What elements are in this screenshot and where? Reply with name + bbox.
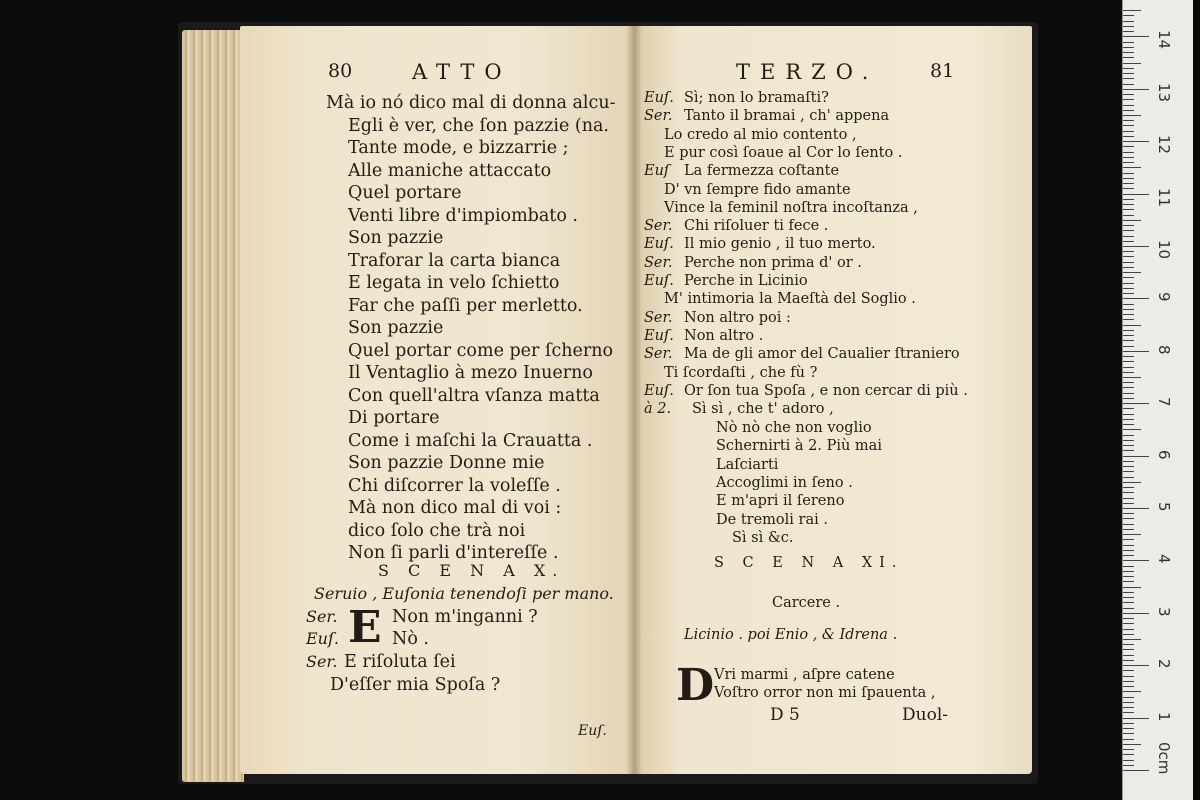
ruler-tick: [1123, 298, 1149, 299]
ruler-tick: [1123, 288, 1134, 289]
dialogue-line: E riſoluta ſei: [344, 652, 456, 672]
ruler-tick: [1123, 686, 1134, 687]
verse-line: Voſtro orror non mi ſpauenta ,: [714, 685, 936, 701]
ruler-tick: [1123, 42, 1134, 43]
ruler-tick: [1123, 293, 1134, 294]
ruler-tick: [1123, 456, 1149, 457]
dialogue-line: Chi riſoluer ti fece .: [684, 218, 829, 235]
ruler-tick: [1123, 613, 1149, 614]
verse-line: Il Ventaglio à mezo Inuerno: [348, 363, 593, 383]
right-running-head: TERZO.: [736, 60, 879, 84]
book-gutter: [626, 26, 642, 774]
ruler-tick: [1123, 592, 1134, 593]
ruler-tick: [1123, 487, 1134, 488]
verse-line: Mà io nó dico mal di donna alcu-: [326, 93, 616, 113]
ruler-tick: [1123, 21, 1134, 22]
ruler-tick: [1123, 89, 1149, 90]
ruler-tick: [1123, 429, 1141, 430]
ruler-tick: [1123, 665, 1149, 666]
ruler-label: 14: [1155, 30, 1173, 50]
ruler-tick: [1123, 754, 1134, 755]
dialogue-line: Tanto il bramai , ch' appena: [684, 108, 890, 125]
ruler-tick: [1123, 277, 1134, 278]
verse-line: Far che paſſi per merletto.: [348, 295, 583, 316]
ruler-label: 6: [1155, 449, 1173, 460]
ruler-tick: [1123, 670, 1134, 671]
ruler-tick: [1123, 236, 1134, 237]
ruler-tick: [1123, 131, 1134, 132]
dialogue-speaker: Ser.: [644, 346, 673, 363]
scene-xi-title: S C E N A XI.: [714, 555, 904, 571]
ruler-tick: [1123, 518, 1134, 519]
ruler-tick: [1123, 225, 1134, 226]
ruler-tick: [1123, 524, 1134, 525]
dialogue-line: Ti ſcordaſti , che fù ?: [664, 364, 818, 381]
ruler-tick: [1123, 749, 1134, 750]
ruler-tick: [1123, 712, 1134, 713]
ruler-tick: [1123, 372, 1134, 373]
left-running-head: ATTO: [412, 60, 512, 84]
dialogue-line: Non altro poi :: [684, 309, 791, 326]
ruler-tick: [1123, 251, 1134, 252]
verse-line: Egli è ver, che ſon pazzie (na.: [348, 115, 609, 136]
ruler-tick: [1123, 110, 1134, 111]
ruler-tick: [1123, 723, 1134, 724]
ruler-tick: [1123, 272, 1141, 273]
dialogue-speaker: Euſ.: [644, 90, 674, 106]
ruler-tick: [1123, 550, 1134, 551]
ruler-tick: [1123, 52, 1134, 53]
verse-line: dico ſolo che trà noi: [348, 520, 526, 541]
ruler-tick: [1123, 571, 1134, 572]
ruler-tick: [1123, 702, 1134, 703]
verse-line: Quel portare: [348, 183, 462, 203]
dialogue-line: M' intimoria la Maeſtà del Soglio .: [664, 291, 916, 308]
verse-line: Come i maſchi la Crauatta .: [348, 430, 593, 451]
ruler-label: 0cm: [1155, 742, 1173, 775]
dialogue-speaker: Euſ.: [644, 273, 674, 289]
ruler-tick: [1123, 445, 1134, 446]
dialogue-line: Sì sì , che t' adoro ,: [692, 401, 834, 418]
ruler-label: 7: [1155, 397, 1173, 407]
ruler-tick: [1123, 330, 1134, 331]
ruler-tick: [1123, 681, 1134, 682]
verse-line: Traforar la carta bianca: [348, 250, 561, 271]
ruler-tick: [1123, 314, 1134, 315]
ruler-tick: [1123, 728, 1134, 729]
ruler-tick: [1123, 73, 1134, 74]
left-page: [240, 26, 634, 774]
verse-line: Tante mode, e bizzarrie ;: [348, 138, 569, 158]
drop-cap-d: D: [676, 660, 715, 711]
ruler-tick: [1123, 152, 1134, 153]
ruler-tick: [1123, 623, 1134, 624]
ruler-tick: [1123, 346, 1134, 347]
ruler-tick: [1123, 466, 1134, 467]
ruler-tick: [1123, 539, 1134, 540]
ruler-label: 1: [1155, 711, 1173, 722]
measurement-ruler: [1122, 0, 1193, 800]
ruler-tick: [1123, 188, 1134, 189]
dialogue-line: E pur così ſoaue al Cor lo ſento .: [664, 144, 903, 161]
ruler-label: 11: [1155, 187, 1173, 207]
ruler-tick: [1123, 367, 1134, 368]
duet-line: Accoglimi in ſeno .: [716, 474, 853, 491]
dialogue-line: Non altro .: [684, 327, 764, 344]
ruler-tick: [1123, 414, 1134, 415]
ruler-tick: [1123, 707, 1134, 708]
ruler-tick: [1123, 178, 1134, 179]
ruler-tick: [1123, 644, 1134, 645]
ruler-tick: [1123, 157, 1134, 158]
ruler-label: 13: [1155, 82, 1173, 102]
ruler-tick: [1123, 435, 1134, 436]
ruler-tick: [1123, 398, 1134, 399]
ruler-tick: [1123, 744, 1141, 745]
ruler-tick: [1123, 199, 1134, 200]
ruler-tick: [1123, 770, 1149, 771]
ruler-tick: [1123, 183, 1134, 184]
ruler-tick: [1123, 15, 1134, 16]
ruler-tick: [1123, 508, 1149, 509]
ruler-tick: [1123, 351, 1149, 352]
dialogue-speaker: à 2.: [644, 401, 672, 418]
ruler-tick: [1123, 125, 1134, 126]
ruler-label: 5: [1155, 502, 1173, 512]
ruler-tick: [1123, 47, 1134, 48]
ruler-tick: [1123, 68, 1134, 69]
dialogue-line: D'eſſer mia Spoſa ?: [330, 675, 501, 695]
duet-line: E m'apri il ſereno: [716, 493, 845, 510]
duet-line: Nò nò che non voglio: [716, 420, 872, 436]
ruler-tick: [1123, 492, 1134, 493]
ruler-tick: [1123, 146, 1134, 147]
scene-x-persons: Seruio , Euſonia tenendoſi per mano.: [314, 584, 614, 603]
ruler-tick: [1123, 230, 1134, 231]
ruler-tick: [1123, 503, 1134, 504]
verse-line: Son pazzie Donne mie: [348, 453, 545, 473]
ruler-tick: [1123, 739, 1134, 740]
ruler-tick: [1123, 733, 1134, 734]
ruler-tick: [1123, 105, 1134, 106]
ruler-tick: [1123, 382, 1134, 383]
signature-mark: D 5: [770, 705, 800, 725]
dialogue-speaker: Ser.: [306, 607, 338, 626]
ruler-tick: [1123, 335, 1134, 336]
dialogue-line: Or ſon tua Spoſa , e non cercar di più .: [684, 382, 968, 399]
ruler-tick: [1123, 393, 1134, 394]
dialogue-speaker: Euſ.: [644, 236, 674, 253]
ruler-tick: [1123, 220, 1141, 221]
dialogue-line: Ma de gli amor del Caualier ſtraniero: [684, 346, 960, 363]
ruler-label: 2: [1155, 659, 1173, 669]
duet-line: De tremoli rai .: [716, 511, 828, 528]
scene-x-title: S C E N A X.: [378, 561, 565, 580]
ruler-tick: [1123, 267, 1134, 268]
ruler-tick: [1123, 162, 1134, 163]
ruler-tick: [1123, 760, 1134, 761]
dialogue-speaker: Euſ: [644, 163, 670, 180]
ruler-tick: [1123, 649, 1134, 650]
dialogue-speaker: Ser.: [306, 652, 338, 671]
ruler-label: 9: [1155, 292, 1173, 302]
dialogue-line: Perche in Licinio: [684, 273, 808, 289]
ruler-tick: [1123, 120, 1134, 121]
ruler-tick: [1123, 450, 1134, 451]
ruler-tick: [1123, 634, 1134, 635]
ruler-tick: [1123, 618, 1134, 619]
ruler-tick: [1123, 424, 1134, 425]
ruler-tick: [1123, 534, 1141, 535]
ruler-tick: [1123, 209, 1134, 210]
right-page: [634, 26, 1032, 774]
ruler-tick: [1123, 173, 1134, 174]
verse-line: Non ſi parli d'intereſſe .: [348, 543, 559, 563]
ruler-tick: [1123, 377, 1141, 378]
duet-line: Schernirti à 2. Più mai: [716, 438, 882, 455]
ruler-tick: [1123, 340, 1134, 341]
verse-line: E legata in velo ſchietto: [348, 273, 560, 293]
ruler-tick: [1123, 204, 1134, 205]
dialogue-speaker: Euſ.: [306, 629, 339, 648]
ruler-tick: [1123, 215, 1134, 216]
ruler-tick: [1123, 26, 1134, 27]
ruler-tick: [1123, 629, 1134, 630]
ruler-tick: [1123, 482, 1141, 483]
dialogue-line: D' vn ſempre fido amante: [664, 181, 851, 198]
dialogue-line: Il mio genio , il tuo merto.: [684, 236, 876, 253]
ruler-tick: [1123, 471, 1134, 472]
ruler-tick: [1123, 246, 1149, 247]
ruler-label: 4: [1155, 554, 1173, 564]
dialogue-speaker: Ser.: [644, 218, 673, 235]
ruler-tick: [1123, 566, 1134, 567]
scene-xi-persons: Licinio . poi Enio , & Idrena .: [684, 627, 898, 643]
verse-line: Son pazzie: [348, 228, 444, 248]
ruler-label: 3: [1155, 606, 1173, 617]
right-page-header: [634, 60, 1032, 90]
ruler-tick: [1123, 718, 1149, 719]
ruler-tick: [1123, 691, 1141, 692]
ruler-tick: [1123, 63, 1141, 64]
ruler-tick: [1123, 136, 1134, 137]
ruler-tick: [1123, 560, 1149, 561]
ruler-tick: [1123, 309, 1134, 310]
ruler-tick: [1123, 115, 1141, 116]
ruler-tick: [1123, 361, 1134, 362]
ruler-tick: [1123, 676, 1134, 677]
ruler-tick: [1123, 94, 1134, 95]
verse-line: Con quell'altra vſanza matta: [348, 385, 600, 406]
ruler-tick: [1123, 529, 1134, 530]
ruler-tick: [1123, 10, 1141, 11]
ruler-tick: [1123, 608, 1134, 609]
ruler-tick: [1123, 167, 1141, 168]
ruler-tick: [1123, 655, 1134, 656]
ruler-tick: [1123, 513, 1134, 514]
dialogue-line: Nò .: [392, 629, 429, 649]
ruler-tick: [1123, 141, 1149, 142]
ruler-tick: [1123, 660, 1134, 661]
ruler-tick: [1123, 576, 1134, 577]
ruler-label: 10: [1155, 240, 1173, 260]
duet-line: Laſciarti: [716, 456, 779, 473]
dialogue-line: La fermezza coſtante: [684, 163, 840, 180]
ruler-label: 8: [1155, 344, 1173, 355]
ruler-tick: [1123, 387, 1134, 388]
ruler-tick: [1123, 765, 1134, 766]
dialogue-line: Non m'inganni ?: [392, 607, 538, 627]
ruler-tick: [1123, 408, 1134, 409]
ruler-tick: [1123, 440, 1134, 441]
ruler-tick: [1123, 545, 1134, 546]
verse-line: Vri marmi , aſpre catene: [714, 667, 895, 683]
ruler-tick: [1123, 99, 1134, 100]
ruler-tick: [1123, 36, 1149, 37]
verse-line: Di portare: [348, 408, 440, 428]
ruler-tick: [1123, 356, 1134, 357]
dialogue-speaker: Euſ.: [644, 382, 674, 399]
dialogue-line: Vince la feminil noſtra incoſtanza ,: [664, 199, 918, 216]
verse-line: Chi diſcorrer la voleſſe .: [348, 475, 561, 496]
left-page-number: 80: [328, 60, 353, 82]
ruler-tick: [1123, 477, 1134, 478]
ruler-tick: [1123, 84, 1134, 85]
dialogue-line: Lo credo al mio contento ,: [664, 126, 857, 143]
dialogue-line: Perche non prima d' or .: [684, 254, 862, 271]
ruler-tick: [1123, 555, 1134, 556]
dialogue-speaker: Euſ.: [644, 327, 674, 344]
verse-line: Son pazzie: [348, 318, 444, 338]
scene-setting: Carcere .: [772, 595, 841, 611]
ruler-tick: [1123, 587, 1141, 588]
ruler-tick: [1123, 403, 1149, 404]
ruler-tick: [1123, 602, 1134, 603]
dialogue-speaker: Ser.: [644, 254, 673, 271]
ruler-tick: [1123, 256, 1134, 257]
ruler-tick: [1123, 325, 1141, 326]
dialogue-speaker: Ser.: [644, 108, 673, 125]
ruler-tick: [1123, 241, 1134, 242]
ruler-label: 12: [1155, 135, 1173, 155]
verse-line: Alle maniche attaccato: [348, 160, 552, 181]
verse-line: Mà non dico mal di voi :: [348, 498, 562, 518]
page-edges: [182, 30, 244, 782]
duet-line: Sì sì &c.: [732, 529, 794, 546]
ruler-tick: [1123, 319, 1134, 320]
ruler-tick: [1123, 31, 1134, 32]
ruler-tick: [1123, 639, 1141, 640]
drop-cap-e: E: [348, 602, 382, 653]
left-page-header: [240, 60, 634, 90]
ruler-tick: [1123, 78, 1134, 79]
verse-line: Quel portar come per ſcherno: [348, 340, 614, 361]
dialogue-line: Sì; non lo bramaſti?: [684, 90, 829, 106]
dialogue-speaker: Ser.: [644, 309, 673, 326]
ruler-tick: [1123, 262, 1134, 263]
ruler-tick: [1123, 283, 1134, 284]
ruler-tick: [1123, 597, 1134, 598]
ruler-tick: [1123, 419, 1134, 420]
ruler-tick: [1123, 194, 1149, 195]
right-page-number: 81: [930, 60, 955, 82]
left-catchword: Euſ.: [578, 723, 607, 739]
ruler-tick: [1123, 498, 1134, 499]
ruler-tick: [1123, 461, 1134, 462]
ruler-tick: [1123, 57, 1134, 58]
ruler-tick: [1123, 581, 1134, 582]
verse-line: Venti libre d'impiombato .: [348, 205, 578, 226]
ruler-tick: [1123, 697, 1134, 698]
ruler-tick: [1123, 304, 1134, 305]
right-catchword: Duol-: [902, 705, 948, 725]
